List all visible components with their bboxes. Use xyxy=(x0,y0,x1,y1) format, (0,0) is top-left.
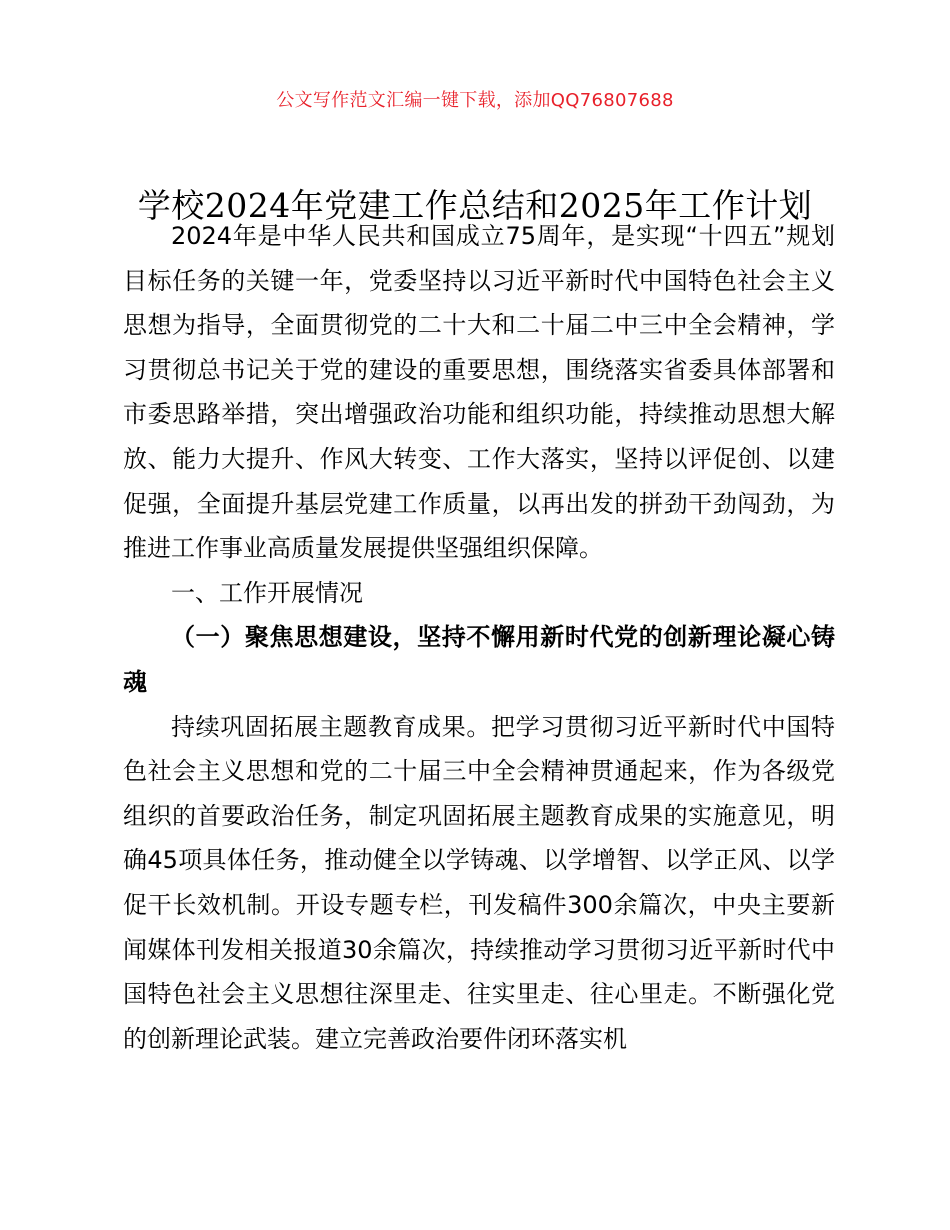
section-heading-work-progress: 一、工作开展情况 xyxy=(171,578,363,607)
document-body xyxy=(123,214,835,1061)
document-title: 学校2024年党建工作总结和2025年工作计划 xyxy=(137,186,813,226)
download-promo-header: 公文写作范文汇编一键下载，添加QQ76807688 xyxy=(276,90,674,111)
body-paragraph-theme-education: 持续巩固拓展主题教育成果。把学习贯彻习近平新时代中国特色社会主义思想和党的二十届三中全会精神贯通起来，作为各级党组织的首要政治任务，制定巩固拓展主题教育成果的实施意见，明确45项具体任务，推动健全以学铸魂、以学增智、以学正风、以学促干长效机制。开设专题专栏，刊发稿件300余篇次，中央主要新闻媒体刊发相关报道30余篇次，持续推动学习贯彻习近平新时代中国特色社会主义思想往深里走、往实里走、往心里走。不断强化党的创新理论武装。建立完善政治要件闭环落实机 xyxy=(123,712,835,1053)
intro-paragraph: 2024年是中华人民共和国成立75周年，是实现“十四五”规划目标任务的关键一年，党委坚持以习近平新时代中国特色社会主义思想为指导，全面贯彻党的二十大和二十届二中三中全会精神，学习贯彻总书记关于党的建设的重要思想，围绕落实省委具体部署和市委思路举措，突出增强政治功能和组织功能，持续推动思想大解放、能力大提升、作风大转变、工作大落实，坚持以评促创、以建促强，全面提升基层党建工作质量，以再出发的拼劲干劲闯劲，为推进工作事业高质量发展提供坚强组织保障。 xyxy=(123,222,835,563)
subsection-heading-ideological-building: （一）聚焦思想建设，坚持不懈用新时代党的创新理论凝心铸魂 xyxy=(123,623,835,696)
